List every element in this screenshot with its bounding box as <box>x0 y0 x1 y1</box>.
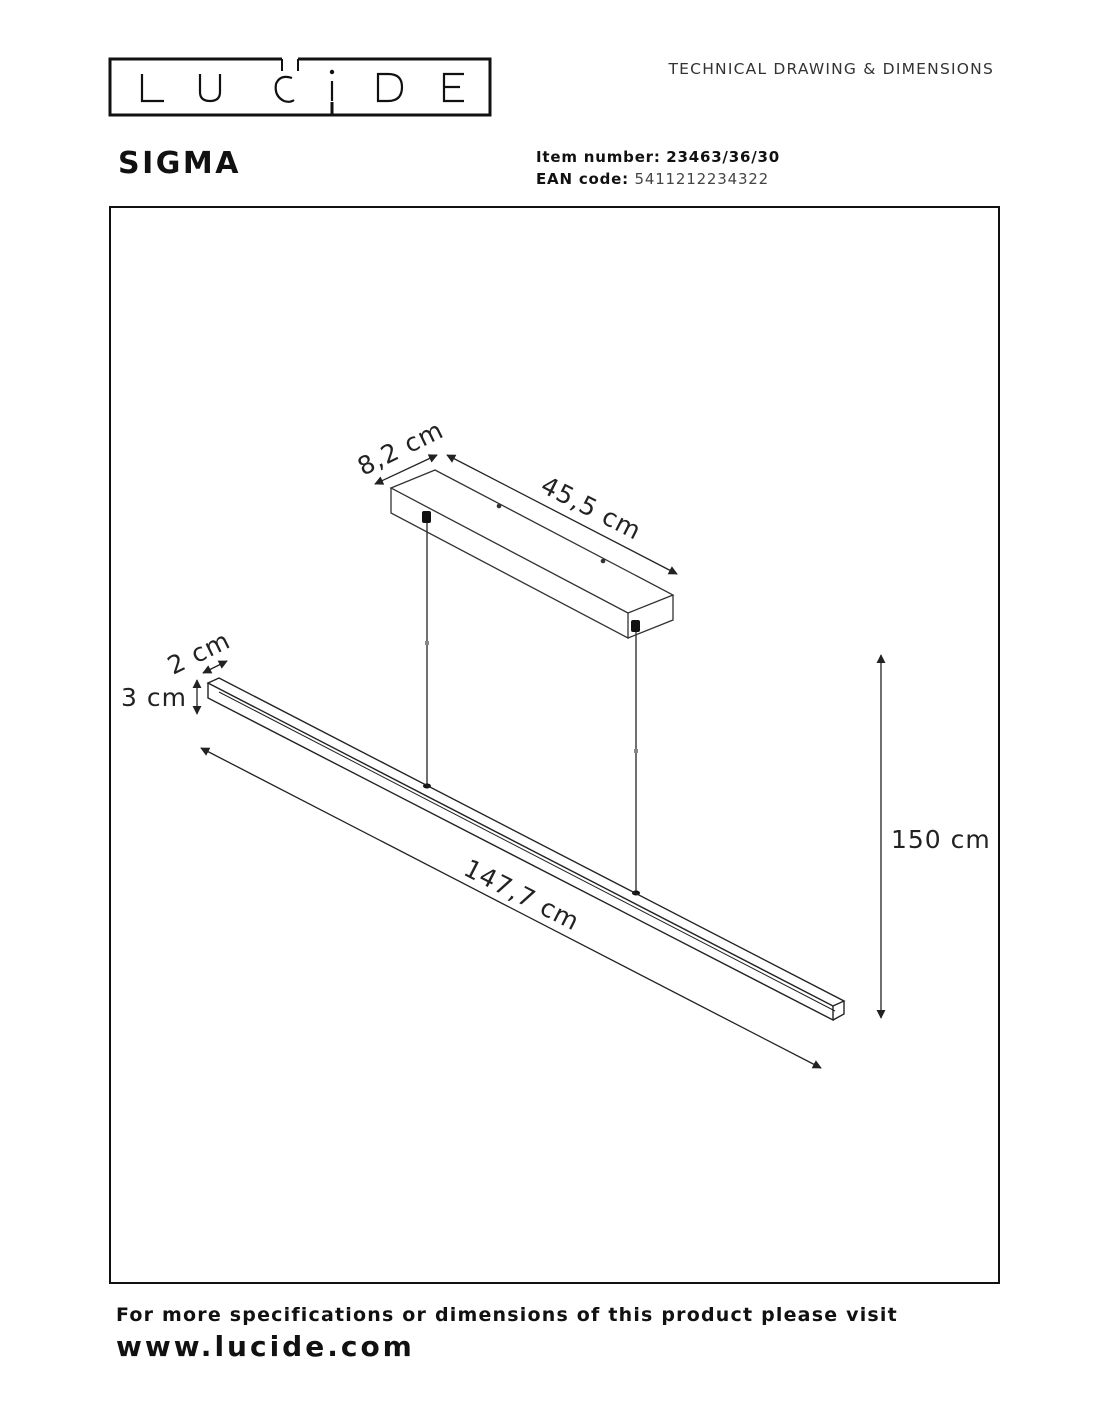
canopy-screw <box>601 559 606 564</box>
item-number-label: Item number: <box>536 148 661 166</box>
website-link[interactable]: www.lucide.com <box>116 1330 415 1363</box>
dim-label-profile-height: 3 cm <box>121 683 187 712</box>
dim-label-suspension-height: 150 cm <box>891 825 991 854</box>
product-name: SIGMA <box>118 146 241 181</box>
cable-adjuster <box>425 641 429 645</box>
item-number-value: 23463/36/30 <box>666 148 780 166</box>
ean-value: 5411212234322 <box>634 170 769 188</box>
dim-label-canopy-width: 8,2 cm <box>352 415 449 482</box>
light-bar <box>208 678 844 1020</box>
product-info <box>536 146 780 190</box>
document-subtitle: TECHNICAL DRAWING & DIMENSIONS <box>668 60 994 78</box>
suspension-cables <box>427 523 636 892</box>
dim-canopy-length <box>447 455 677 574</box>
cable-adjuster <box>634 749 638 753</box>
dimension-lines <box>197 455 881 1068</box>
ean-label: EAN code: <box>536 170 629 188</box>
technical-drawing-frame <box>109 206 1000 1284</box>
canopy <box>391 470 673 638</box>
lucide-logo-mark <box>108 56 492 118</box>
dim-bar-length <box>201 748 821 1068</box>
canopy-screw <box>497 504 502 509</box>
technical-drawing <box>111 208 998 1282</box>
cable-grip <box>631 620 640 632</box>
dim-label-bar-length: 147,7 cm <box>459 853 585 937</box>
cable-grip <box>422 511 431 523</box>
ean-row <box>536 168 780 190</box>
item-number-row <box>536 146 780 168</box>
dim-label-profile-width: 2 cm <box>162 625 235 681</box>
lucide-logo <box>108 56 492 118</box>
footer-note: For more specifications or dimensions of this product please visit <box>116 1304 898 1326</box>
dim-label-canopy-length: 45,5 cm <box>536 470 647 546</box>
